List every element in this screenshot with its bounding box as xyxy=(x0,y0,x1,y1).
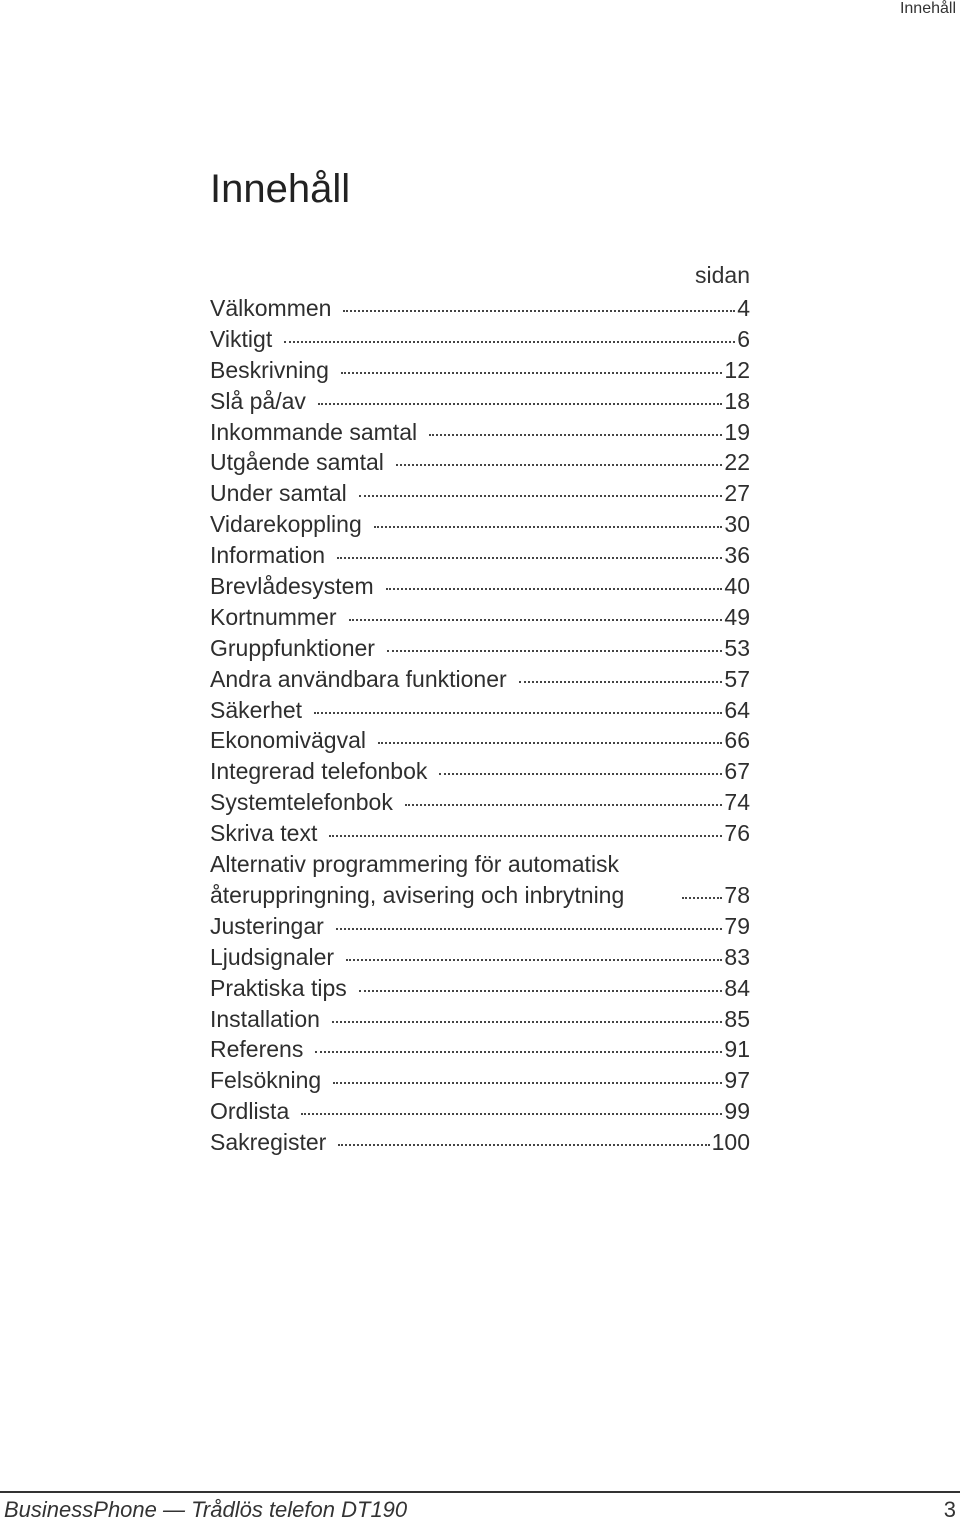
dot-leader xyxy=(337,557,722,559)
toc-entry-title: Alternativ programmering för automatisk återuppringning, avisering och inbrytning xyxy=(210,851,625,908)
toc-entry-page: 40 xyxy=(724,573,750,600)
toc-entry-title: Felsökning xyxy=(210,1067,322,1094)
toc-entry-title: Installation xyxy=(210,1005,320,1032)
toc-entry-title: Ljudsignaler xyxy=(210,943,335,970)
dot-leader xyxy=(519,681,723,683)
toc-entry-page: 76 xyxy=(724,820,750,847)
page-column-heading: sidan xyxy=(695,262,750,288)
dot-leader xyxy=(429,434,722,436)
toc-entry[interactable] xyxy=(210,756,750,787)
toc-entry-page: 91 xyxy=(724,1036,750,1063)
toc-entry-title: Information xyxy=(210,542,326,569)
page-title: Innehåll xyxy=(210,167,351,211)
dot-leader xyxy=(359,495,723,497)
toc-entry[interactable] xyxy=(210,602,750,633)
dot-leader xyxy=(284,341,735,343)
toc-entry[interactable] xyxy=(210,1096,750,1127)
toc-entry[interactable] xyxy=(210,478,750,509)
toc-entry-page: 67 xyxy=(724,758,750,785)
toc-entry[interactable] xyxy=(210,942,750,973)
toc-entry[interactable] xyxy=(210,849,750,911)
toc-entry-title: Viktigt xyxy=(210,325,273,352)
toc-entry-page: 78 xyxy=(724,881,750,908)
toc-entry[interactable] xyxy=(210,1065,750,1096)
toc-entry-title: Gruppfunktioner xyxy=(210,634,375,661)
toc-entry-page: 19 xyxy=(724,418,750,445)
dot-leader xyxy=(341,372,723,374)
toc-entry-page: 74 xyxy=(724,789,750,816)
toc-entry-title: Under samtal xyxy=(210,480,347,507)
dot-leader xyxy=(314,712,722,714)
toc-entry[interactable] xyxy=(210,1004,750,1035)
toc-entry-title: Ekonomivägval xyxy=(210,727,366,754)
toc-entry-page: 30 xyxy=(724,511,750,538)
dot-leader xyxy=(332,1021,722,1023)
toc-entry-title: Andra användbara funktioner xyxy=(210,665,507,692)
toc-entry[interactable] xyxy=(210,973,750,1004)
toc-entry-page: 6 xyxy=(737,325,750,352)
toc-entry[interactable] xyxy=(210,386,750,417)
toc-entry[interactable] xyxy=(210,571,750,602)
dot-leader xyxy=(387,650,722,652)
toc-entry-page: 97 xyxy=(724,1067,750,1094)
toc-entry-title: Säkerhet xyxy=(210,696,303,723)
toc-entry-title: Beskrivning xyxy=(210,356,329,383)
toc-entry-page: 66 xyxy=(724,727,750,754)
dot-leader xyxy=(386,588,723,590)
dot-leader xyxy=(359,990,723,992)
toc-entry-title: Praktiska tips xyxy=(210,974,347,1001)
toc-entry-page: 4 xyxy=(737,295,750,321)
dot-leader xyxy=(374,526,723,528)
toc-entry[interactable] xyxy=(210,818,750,849)
dot-leader xyxy=(318,403,723,405)
toc-entry-page: 36 xyxy=(724,542,750,569)
toc-entry[interactable] xyxy=(210,911,750,942)
dot-leader xyxy=(405,804,723,806)
toc-entry-title: Justeringar xyxy=(210,912,324,939)
dot-leader xyxy=(336,928,723,930)
toc-entry[interactable] xyxy=(210,417,750,448)
toc-entry[interactable] xyxy=(210,787,750,818)
toc-entry[interactable] xyxy=(210,1034,750,1065)
toc-entry[interactable] xyxy=(210,447,750,478)
toc-entry-title: Vidarekoppling xyxy=(210,511,362,538)
toc-entry-page: 79 xyxy=(724,912,750,939)
toc-entry-title: Brevlådesystem xyxy=(210,573,374,600)
toc-entry-title: Referens xyxy=(210,1036,304,1063)
toc-entry-page: 22 xyxy=(724,449,750,476)
dot-leader xyxy=(338,1144,709,1146)
dot-leader xyxy=(346,959,722,961)
dot-leader xyxy=(315,1051,722,1053)
table-of-contents xyxy=(210,293,750,1158)
toc-entry-title: Utgående samtal xyxy=(210,449,384,476)
toc-entry-title: Integrerad telefonbok xyxy=(210,758,428,785)
footer-product-name: BusinessPhone — Trådlös telefon DT190 xyxy=(4,1497,408,1522)
footer-page-number: 3 xyxy=(943,1497,956,1522)
toc-entry-page: 57 xyxy=(724,665,750,692)
dot-leader xyxy=(343,310,735,312)
dot-leader xyxy=(333,1082,722,1084)
toc-entry-page: 64 xyxy=(724,696,750,723)
toc-entry-title: Kortnummer xyxy=(210,603,337,630)
toc-entry-page: 53 xyxy=(724,634,750,661)
toc-entry[interactable] xyxy=(210,355,750,386)
toc-entry[interactable] xyxy=(210,1127,750,1158)
dot-leader xyxy=(378,742,722,744)
toc-entry[interactable] xyxy=(210,324,750,355)
toc-entry-page: 27 xyxy=(724,480,750,507)
dot-leader xyxy=(439,773,722,775)
toc-entry-page: 49 xyxy=(724,603,750,630)
toc-entry[interactable] xyxy=(210,695,750,726)
toc-entry[interactable] xyxy=(210,664,750,695)
toc-entry[interactable] xyxy=(210,725,750,756)
toc-entry-page: 85 xyxy=(724,1005,750,1032)
toc-entry[interactable] xyxy=(210,293,750,324)
toc-entry-page: 84 xyxy=(724,974,750,1001)
toc-entry-title: Inkommande samtal xyxy=(210,418,418,445)
toc-entry-title: Slå på/av xyxy=(210,387,306,414)
dot-leader xyxy=(329,835,722,837)
toc-entry-title: Systemtelefonbok xyxy=(210,789,393,816)
toc-entry-title: Skriva text xyxy=(210,820,318,847)
dot-leader xyxy=(349,619,723,621)
footer-divider xyxy=(0,1491,960,1493)
toc-entry[interactable] xyxy=(210,633,750,664)
dot-leader xyxy=(682,897,722,899)
toc-entry-page: 18 xyxy=(724,387,750,414)
toc-entry-page: 83 xyxy=(724,943,750,970)
toc-entry-page: 12 xyxy=(724,356,750,383)
toc-entry-title: Sakregister xyxy=(210,1129,327,1156)
toc-entry-title: Välkommen xyxy=(210,295,332,321)
toc-entry[interactable] xyxy=(210,540,750,571)
toc-entry-page: 100 xyxy=(711,1129,750,1156)
toc-entry-page: 99 xyxy=(724,1098,750,1125)
dot-leader xyxy=(301,1113,722,1115)
dot-leader xyxy=(396,464,723,466)
toc-entry-title: Ordlista xyxy=(210,1098,290,1125)
toc-entry[interactable] xyxy=(210,509,750,540)
running-header: Innehåll xyxy=(899,0,956,17)
